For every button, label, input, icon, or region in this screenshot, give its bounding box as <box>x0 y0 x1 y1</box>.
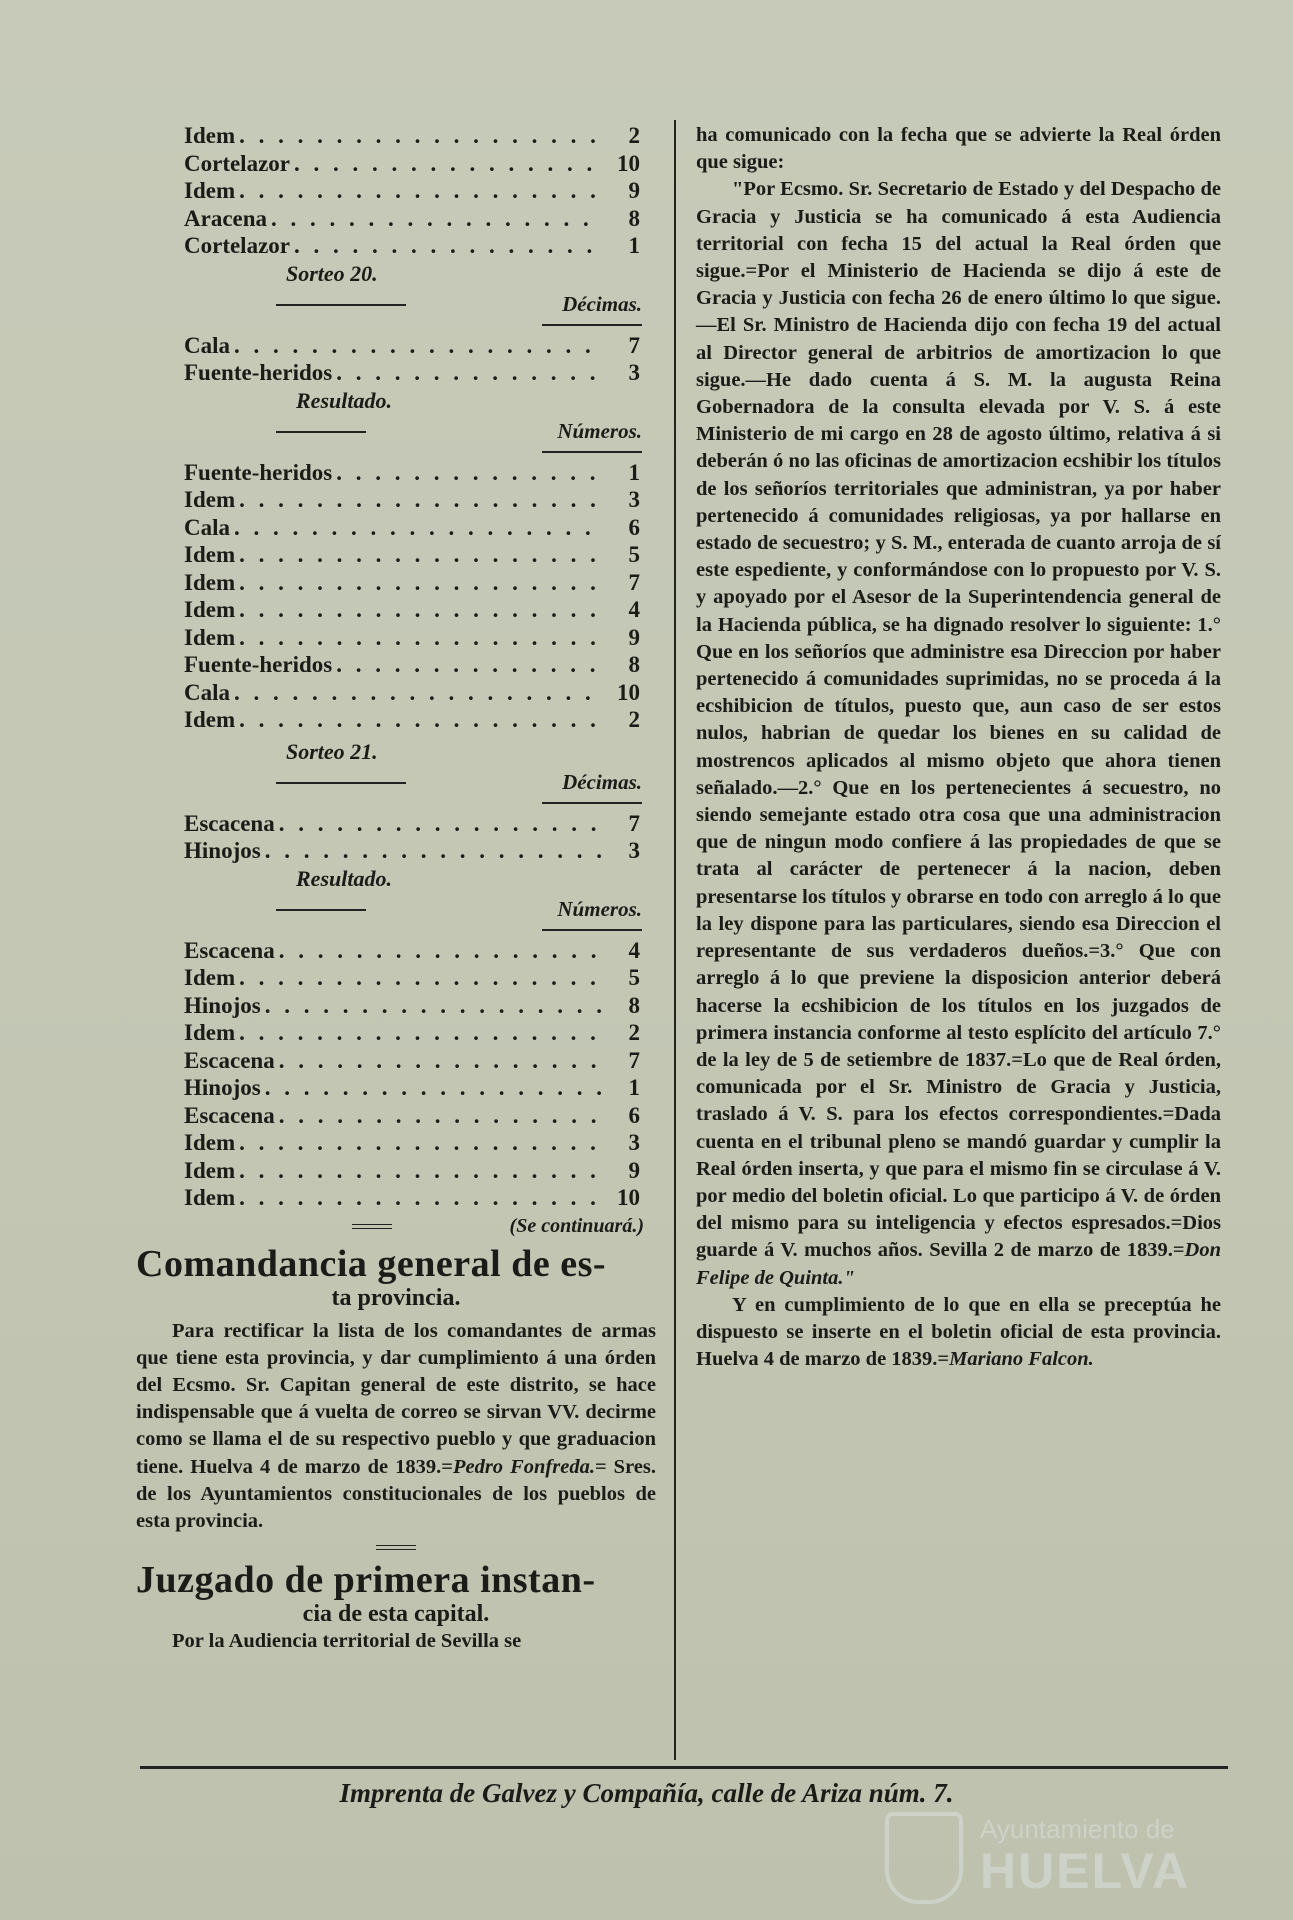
leader-dots <box>336 459 602 487</box>
lottery-row <box>136 359 656 387</box>
divider <box>376 1545 416 1550</box>
right-intro: ha comunicado con la fecha que se advierte la Real órden que sigue: <box>696 124 1221 174</box>
lottery-row <box>136 332 656 360</box>
town-name: Idem <box>184 487 236 512</box>
town-name: Fuente-heridos <box>184 459 333 485</box>
divider <box>276 909 366 911</box>
number-value: 2 <box>628 707 640 732</box>
leader-dots <box>239 569 602 597</box>
number-value: 3 <box>628 1130 640 1155</box>
town-name: Idem <box>184 1020 236 1045</box>
town-name: Idem <box>184 1130 236 1155</box>
lottery-row <box>136 122 656 150</box>
real-orden-signature: Don Felipe de Quinta." <box>696 1239 1221 1289</box>
number-value: 10 <box>617 679 640 705</box>
divider <box>542 802 642 804</box>
leader-dots <box>239 177 602 205</box>
sorteo-20-title: Sorteo 20. <box>286 260 378 286</box>
town-name: Hinojos <box>184 1075 261 1100</box>
town-name: Idem <box>184 542 236 567</box>
number-value: 5 <box>628 542 640 567</box>
town-name: Idem <box>184 569 236 595</box>
divider <box>276 782 406 784</box>
left-column <box>136 122 656 1655</box>
lottery-row <box>136 1129 656 1157</box>
town-name: Fuente-heridos <box>184 652 333 677</box>
town-name: Fuente-heridos <box>184 360 333 385</box>
lottery-row <box>136 1157 656 1185</box>
number-value: 4 <box>628 597 640 622</box>
lottery-list-top <box>136 122 656 260</box>
juzgado-subheading: cia de esta capital. <box>302 1601 490 1628</box>
leader-dots <box>279 1102 602 1130</box>
lottery-row <box>136 706 656 734</box>
real-orden-body <box>696 176 1221 1291</box>
town-name: Idem <box>184 1157 236 1183</box>
lottery-row <box>136 205 656 233</box>
leader-dots <box>239 1157 602 1185</box>
lottery-row <box>136 459 656 487</box>
decimas-list-21 <box>136 810 656 865</box>
leader-dots <box>336 359 602 387</box>
leader-dots <box>279 810 602 838</box>
number-value: 9 <box>628 1157 640 1183</box>
numeros-label: Números. <box>557 419 642 443</box>
printer-imprint: Imprenta de Galvez y Compañía, calle de Ariza núm. 7. <box>339 1778 954 1808</box>
town-name: Idem <box>184 1185 236 1210</box>
town-name: Aracena <box>184 205 268 231</box>
divider <box>276 431 366 433</box>
number-value: 2 <box>628 123 640 148</box>
lottery-row <box>136 514 656 542</box>
lottery-row <box>136 541 656 569</box>
lottery-row <box>136 679 656 707</box>
decimas-list-20 <box>136 332 656 387</box>
town-name: Idem <box>184 123 236 148</box>
number-value: 5 <box>628 965 640 990</box>
leader-dots <box>239 1129 602 1157</box>
leader-dots <box>234 679 602 707</box>
number-value: 1 <box>628 459 640 485</box>
leader-dots <box>265 1074 602 1102</box>
lottery-row <box>136 651 656 679</box>
lottery-row <box>136 596 656 624</box>
lottery-row <box>136 177 656 205</box>
town-name: Escacena <box>184 1047 275 1073</box>
continuara-note: (Se continuará.) <box>509 1215 644 1237</box>
lottery-row <box>136 837 656 865</box>
resultado-label-20: Resultado. <box>296 387 392 413</box>
leader-dots <box>234 332 602 360</box>
lottery-row <box>136 937 656 965</box>
resultado-label-21: Resultado. <box>296 865 392 891</box>
lottery-row <box>136 569 656 597</box>
lottery-row <box>136 232 656 260</box>
decimas-label: Décimas. <box>562 770 642 794</box>
town-name: Cortelazor <box>184 150 290 176</box>
watermark-line1: Ayuntamiento de <box>980 1814 1175 1844</box>
leader-dots <box>239 1019 602 1047</box>
number-value: 10 <box>617 1185 640 1210</box>
number-value: 3 <box>628 360 640 385</box>
town-name: Escacena <box>184 937 275 963</box>
town-name: Idem <box>184 178 236 203</box>
number-value: 8 <box>628 992 640 1018</box>
town-name: Cala <box>184 514 230 540</box>
number-value: 8 <box>628 652 640 677</box>
real-orden-text: "Por Ecsmo. Sr. Secretario de Estado y del Despacho de Gracia y Justicia se ha comunicado á esta Audiencia territorial con fecha 15 del actual la Real órden que sigue.=Por el Ministerio de Hacienda se dijo á este de Gracia y Justicia con fecha 26 de enero último lo que sigue.—El Sr. Ministro de Hacienda dijo con fecha 19 del actual al Director general de arbitrios de amortizacion lo que sigue.—He dado cuenta á S. M. la augusta Reina Gobernadora de la consulta elevada por V. S. á este Ministerio de mi cargo en 28 de agosto último, relativa á si deberán ó no las oficinas de amortizacion ecshibir los títulos de los señoríos territoriales que administran, ya por haber pertenecido á comunidades religiosas, ya por hallarse en estado de secuestro; y S. M., enterada de cuanto arroja de sí este espediente, y conformándose con lo propuesto por V. S. y apoyado por el Asesor de la Superintendencia general de la Hacienda pública, se ha dignado resolver lo siguiente: 1.° Que en los señoríos que administre esa Direccion por haber pertenecido á comunidades suprimidas, no se proceda á la ecshibicion de títulos, puesto que, aun caso de ser estos nulos, habrian de quedar los bienes en su calidad de mostrencos aplicados al mismo objeto que ahora tienen señalado.—2.° Que en los pertenecientes á secuestro, no siendo semejante estado otra cosa que una administracion que de ningun modo confiere á las propiedades de que se trata al carácter de pertenecer á la nacion, deben presentarse los títulos y obrarse en todo con arreglo á lo que la ley dispone para las particulares, siendo esa Direccion el representante de sus verdaderos dueños.=3.° Que con arreglo á lo que previene la disposicion anterior deberá hacerse la ecshibicion de los títulos en los juzgados de primera instancia conforme al testo esplícito del artículo 7.° de la ley de 5 de setiembre de 1837.=Lo que de Real órden, comunicada por el Sr. Ministro de Gracia y Justicia, traslado á V. S. para los efectos correspondientes.=Dada cuenta en el tribunal pleno se mandó guardar y cumplir la Real órden inserta, y que para el mismo fin se circulase á V. por medio del boletin oficial. Lo que participo á V. de órden del mismo para su inteligencia y efectos espresados.=Dios guarde á V. muchos años. Sevilla 2 de marzo de 1839.= <box>696 178 1221 1262</box>
number-value: 4 <box>628 937 640 963</box>
town-name: Idem <box>184 707 236 732</box>
leader-dots <box>336 651 602 679</box>
numeros-header-20 <box>136 415 656 449</box>
number-value: 3 <box>628 487 640 512</box>
number-value: 7 <box>628 1047 640 1073</box>
lottery-row <box>136 1074 656 1102</box>
comandancia-signature: Pedro Fonfreda. <box>452 1455 595 1478</box>
lottery-row <box>136 1019 656 1047</box>
leader-dots <box>234 514 602 542</box>
number-value: 1 <box>628 233 640 258</box>
divider <box>542 929 642 931</box>
sorteo-21-title: Sorteo 21. <box>286 738 378 764</box>
town-name: Idem <box>184 965 236 990</box>
number-value: 7 <box>628 569 640 595</box>
number-value: 6 <box>628 514 640 540</box>
comandancia-subheading: ta provincia. <box>331 1284 461 1311</box>
comandancia-text: Para rectificar la lista de los comandantes de armas que tiene esta provincia, y dar cumplimiento á una órden del Ecsmo. Sr. Capitan general de este distrito, se hace indispensable que á vuelta de correo se sirvan VV. decirme como se llama el de su respectivo pueblo y que graduacion tiene. Huelva 4 de marzo de 1839.= <box>136 1319 656 1478</box>
juzgado-heading: Juzgado de primera instan- <box>136 1559 596 1602</box>
number-value: 7 <box>628 332 640 358</box>
resultado-list-20 <box>136 459 656 734</box>
watermark <box>885 1812 1225 1902</box>
divider <box>352 1224 392 1229</box>
town-name: Escacena <box>184 810 275 836</box>
leader-dots <box>239 964 602 992</box>
numeros-header-21 <box>136 893 656 927</box>
decimas-header-21 <box>136 766 656 800</box>
leader-dots <box>239 706 602 734</box>
lottery-row <box>136 624 656 652</box>
closing-text: Y en cumplimiento de lo que en ella se preceptúa he dispuesto se inserte en el boletin oficial de esta provincia. Huelva 4 de marzo de 1839.= <box>696 1293 1221 1371</box>
lottery-row <box>136 150 656 178</box>
comandancia-body <box>136 1318 656 1536</box>
leader-dots <box>265 837 602 865</box>
city-seal-icon <box>885 1812 963 1904</box>
leader-dots <box>294 150 602 178</box>
number-value: 1 <box>628 1075 640 1100</box>
leader-dots <box>265 992 602 1020</box>
lottery-row <box>136 964 656 992</box>
bottom-rule <box>140 1766 1228 1769</box>
decimas-header-20 <box>136 288 656 322</box>
lottery-row <box>136 992 656 1020</box>
divider <box>276 304 406 306</box>
number-value: 6 <box>628 1102 640 1128</box>
leader-dots <box>279 937 602 965</box>
number-value: 8 <box>628 205 640 231</box>
numeros-label: Números. <box>557 897 642 921</box>
decimas-label: Décimas. <box>562 292 642 316</box>
number-value: 2 <box>628 1020 640 1045</box>
number-value: 9 <box>628 624 640 650</box>
lottery-row <box>136 1047 656 1075</box>
town-name: Cortelazor <box>184 233 290 258</box>
number-value: 3 <box>628 838 640 863</box>
leader-dots <box>279 1047 602 1075</box>
watermark-line2: HUELVA <box>980 1843 1191 1899</box>
town-name: Cala <box>184 332 230 358</box>
leader-dots <box>239 596 602 624</box>
leader-dots <box>239 541 602 569</box>
divider <box>542 451 642 453</box>
leader-dots <box>239 624 602 652</box>
leader-dots <box>271 205 602 233</box>
closing-paragraph <box>696 1292 1221 1374</box>
comandancia-tail: = Sres. de los Ayuntamientos constitucionales de los pueblos de esta provincia. <box>136 1455 657 1532</box>
town-name: Idem <box>184 624 236 650</box>
lottery-row <box>136 1102 656 1130</box>
juzgado-body: Por la Audiencia territorial de Sevilla se <box>172 1630 522 1653</box>
closing-signature: Mariano Falcon. <box>949 1348 1094 1371</box>
comandancia-heading: Comandancia general de es- <box>136 1242 607 1285</box>
resultado-list-21 <box>136 937 656 1212</box>
number-value: 9 <box>628 178 640 203</box>
town-name: Hinojos <box>184 992 261 1018</box>
divider <box>542 324 642 326</box>
town-name: Idem <box>184 597 236 622</box>
continuara-line <box>136 1212 656 1242</box>
leader-dots <box>294 232 602 260</box>
leader-dots <box>239 1184 602 1212</box>
number-value: 7 <box>628 810 640 836</box>
leader-dots <box>239 122 602 150</box>
town-name: Hinojos <box>184 838 261 863</box>
column-divider <box>674 120 676 1760</box>
lottery-row <box>136 1184 656 1212</box>
town-name: Escacena <box>184 1102 275 1128</box>
number-value: 10 <box>617 150 640 176</box>
lottery-row <box>136 486 656 514</box>
leader-dots <box>239 486 602 514</box>
town-name: Cala <box>184 679 230 705</box>
lottery-row <box>136 810 656 838</box>
right-column <box>696 122 1221 1373</box>
